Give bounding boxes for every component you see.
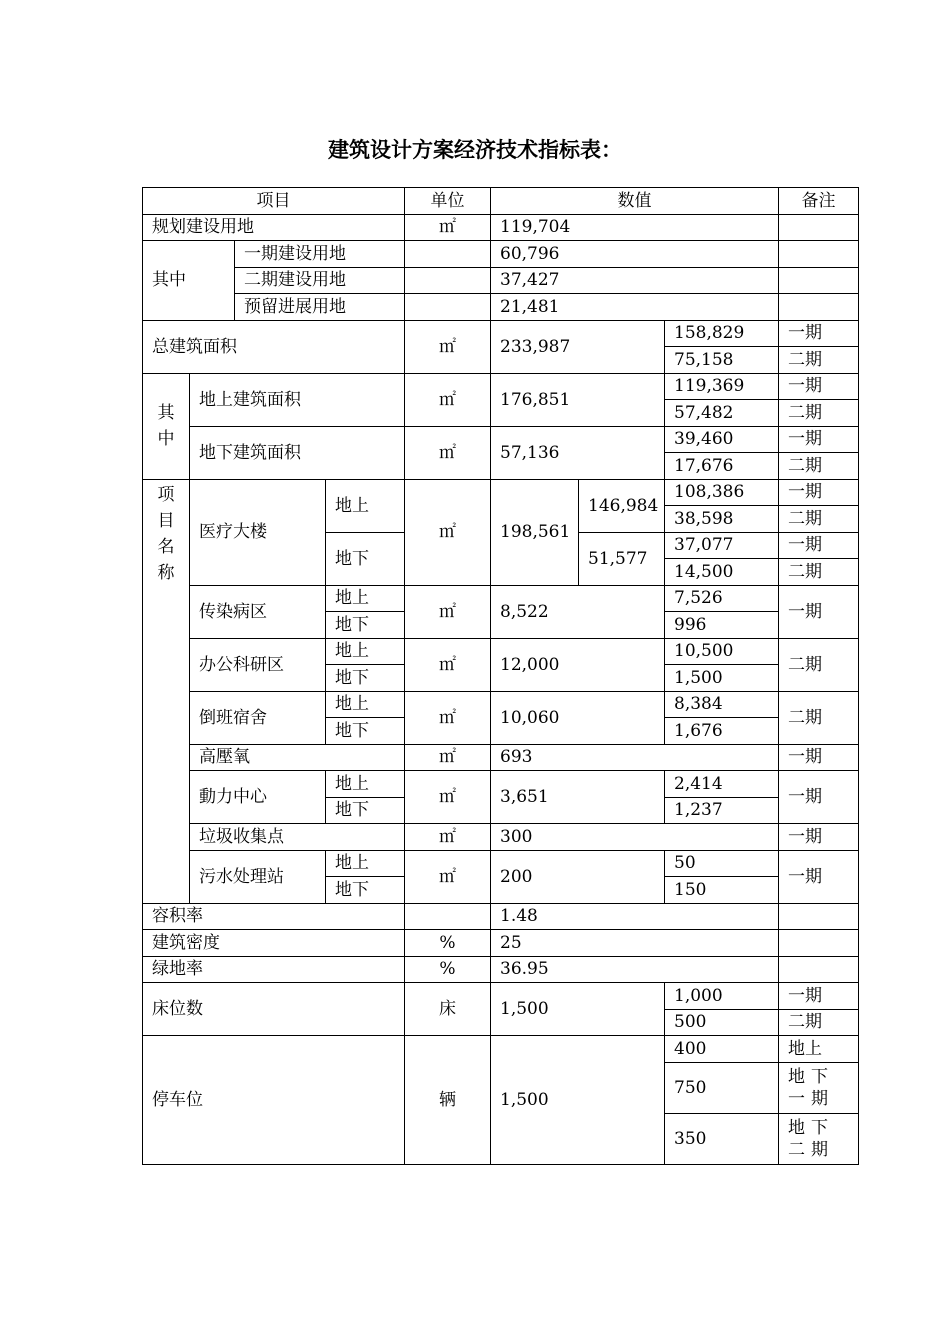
below-area-value: 57,136: [491, 426, 665, 479]
total-area-p1: 158,829: [665, 320, 779, 347]
beds-label: 床位数: [143, 983, 405, 1036]
infectious-above: 7,526: [665, 585, 779, 612]
beds-unit: 床: [405, 983, 491, 1036]
parking-above-note: 地上: [779, 1036, 859, 1063]
medical-above-total: 146,984: [579, 479, 665, 532]
table-row: [143, 771, 859, 798]
beds-p1: 1,000: [665, 983, 779, 1010]
office-below: 1,500: [665, 665, 779, 692]
note-phase1: 一期: [779, 426, 859, 453]
garbage-label: 垃圾收集点: [190, 824, 405, 851]
note-phase1: 一期: [779, 532, 859, 559]
infectious-above-label: 地上: [326, 585, 405, 612]
table-row: [143, 479, 859, 506]
sewage-below: 150: [665, 877, 779, 904]
medical-below-total: 51,577: [579, 532, 665, 585]
note-phase1: 一期: [779, 585, 859, 638]
indicator-table: [142, 187, 859, 1165]
header-unit: 单位: [405, 188, 491, 215]
header-value: 数值: [491, 188, 779, 215]
note-phase1: 一期: [779, 983, 859, 1010]
oxygen-unit: ㎡: [405, 744, 491, 771]
dorm-below: 1,676: [665, 718, 779, 745]
medical-below-p1: 37,077: [665, 532, 779, 559]
medical-below-p2: 14,500: [665, 559, 779, 586]
dorm-label: 倒班宿舍: [190, 691, 326, 744]
medical-below: 地下: [326, 532, 405, 585]
table-row: [143, 267, 859, 294]
medical-unit: ㎡: [405, 479, 491, 585]
note-phase2: 二期: [779, 1009, 859, 1036]
table-row: [143, 744, 859, 771]
below-area-p1: 39,460: [665, 426, 779, 453]
green-label: 绿地率: [143, 956, 405, 983]
note-phase1: 一期: [779, 320, 859, 347]
beds-value: 1,500: [491, 983, 665, 1036]
table-row: [143, 214, 859, 241]
table-row: [143, 1036, 859, 1063]
land-item-value: 37,427: [491, 267, 779, 294]
land-unit: ㎡: [405, 214, 491, 241]
note-phase1: 一期: [779, 824, 859, 851]
office-below-label: 地下: [326, 665, 405, 692]
total-area-value: 233,987: [491, 320, 665, 373]
page-title: 建筑设计方案经济技术指标表：: [328, 138, 622, 162]
power-above: 2,414: [665, 771, 779, 798]
land-label: 规划建设用地: [143, 214, 405, 241]
total-area-unit: ㎡: [405, 320, 491, 373]
header-row: [143, 188, 859, 215]
green-value: 36.95: [491, 956, 779, 983]
total-area-label: 总建筑面积: [143, 320, 405, 373]
above-area-value: 176,851: [491, 373, 665, 426]
note-phase2: 二期: [779, 453, 859, 480]
medical-label: 医疗大楼: [190, 479, 326, 585]
infectious-label: 传染病区: [190, 585, 326, 638]
table-row: [143, 426, 859, 453]
above-area-p2: 57,482: [665, 400, 779, 427]
above-area-p1: 119,369: [665, 373, 779, 400]
beds-p2: 500: [665, 1009, 779, 1036]
sewage-label: 污水处理站: [190, 850, 326, 903]
land-item-label: 预留进展用地: [235, 294, 405, 321]
dorm-below-label: 地下: [326, 718, 405, 745]
sewage-above-label: 地上: [326, 850, 405, 877]
medical-above: 地上: [326, 479, 405, 532]
note-phase1: 一期: [779, 771, 859, 824]
table-row: [143, 850, 859, 877]
land-item-value: 21,481: [491, 294, 779, 321]
infectious-below: 996: [665, 612, 779, 639]
dorm-value: 10,060: [491, 691, 665, 744]
power-label: 動力中心: [190, 771, 326, 824]
power-above-label: 地上: [326, 771, 405, 798]
note-phase2: 二期: [779, 691, 859, 744]
above-area-unit: ㎡: [405, 373, 491, 426]
oxygen-label: 高壓氧: [190, 744, 405, 771]
parking-label: 停车位: [143, 1036, 405, 1165]
note-phase2: 二期: [779, 506, 859, 533]
office-label: 办公科研区: [190, 638, 326, 691]
table-row: [143, 373, 859, 400]
dorm-unit: ㎡: [405, 691, 491, 744]
sewage-unit: ㎡: [405, 850, 491, 903]
table-row: [143, 824, 859, 851]
parking-below2: 350: [665, 1113, 779, 1164]
total-area-p2: 75,158: [665, 347, 779, 374]
power-below-label: 地下: [326, 797, 405, 824]
density-label: 建筑密度: [143, 930, 405, 957]
table-row: [143, 241, 859, 268]
table-row: [143, 983, 859, 1010]
power-below: 1,237: [665, 797, 779, 824]
far-value: 1.48: [491, 903, 779, 930]
dorm-above-label: 地上: [326, 691, 405, 718]
table-row: [143, 294, 859, 321]
table-row: [143, 320, 859, 347]
note-phase2: 二期: [779, 400, 859, 427]
land-of-which: 其中: [143, 241, 235, 321]
note-phase1: 一期: [779, 479, 859, 506]
parking-below1: 750: [665, 1062, 779, 1113]
land-item-label: 一期建设用地: [235, 241, 405, 268]
sewage-value: 200: [491, 850, 665, 903]
land-item-label: 二期建设用地: [235, 267, 405, 294]
of-which-vertical: 其 中: [143, 373, 190, 479]
header-note: 备注: [779, 188, 859, 215]
sewage-below-label: 地下: [326, 877, 405, 904]
medical-value: 198,561: [491, 479, 579, 585]
far-label: 容积率: [143, 903, 405, 930]
garbage-unit: ㎡: [405, 824, 491, 851]
note-phase1: 一期: [779, 373, 859, 400]
table-row: [143, 903, 859, 930]
header-item: 项目: [143, 188, 405, 215]
density-value: 25: [491, 930, 779, 957]
note-phase2: 二期: [779, 638, 859, 691]
table-row: [143, 691, 859, 718]
land-value: 119,704: [491, 214, 779, 241]
note-phase1: 一期: [779, 744, 859, 771]
infectious-below-label: 地下: [326, 612, 405, 639]
office-unit: ㎡: [405, 638, 491, 691]
green-unit: %: [405, 956, 491, 983]
infectious-unit: ㎡: [405, 585, 491, 638]
oxygen-value: 693: [491, 744, 779, 771]
power-value: 3,651: [491, 771, 665, 824]
medical-above-p2: 38,598: [665, 506, 779, 533]
sewage-above: 50: [665, 850, 779, 877]
table-row: [143, 638, 859, 665]
below-area-p2: 17,676: [665, 453, 779, 480]
density-unit: %: [405, 930, 491, 957]
below-area-label: 地下建筑面积: [190, 426, 405, 479]
office-above: 10,500: [665, 638, 779, 665]
medical-above-p1: 108,386: [665, 479, 779, 506]
dorm-above: 8,384: [665, 691, 779, 718]
parking-unit: 辆: [405, 1036, 491, 1165]
land-note: [779, 214, 859, 241]
table-row: [143, 585, 859, 612]
note-phase2: 二期: [779, 347, 859, 374]
garbage-value: 300: [491, 824, 779, 851]
parking-below1-note: 地下一期: [779, 1062, 859, 1113]
land-item-value: 60,796: [491, 241, 779, 268]
parking-below2-note: 地下二期: [779, 1113, 859, 1164]
above-area-label: 地上建筑面积: [190, 373, 405, 426]
table-row: [143, 930, 859, 957]
table-row: [143, 956, 859, 983]
office-above-label: 地上: [326, 638, 405, 665]
parking-value: 1,500: [491, 1036, 665, 1165]
office-value: 12,000: [491, 638, 665, 691]
power-unit: ㎡: [405, 771, 491, 824]
note-phase2: 二期: [779, 559, 859, 586]
below-area-unit: ㎡: [405, 426, 491, 479]
parking-above: 400: [665, 1036, 779, 1063]
note-phase1: 一期: [779, 850, 859, 903]
project-names-vertical: 项 目 名 称: [143, 479, 190, 903]
infectious-value: 8,522: [491, 585, 665, 638]
